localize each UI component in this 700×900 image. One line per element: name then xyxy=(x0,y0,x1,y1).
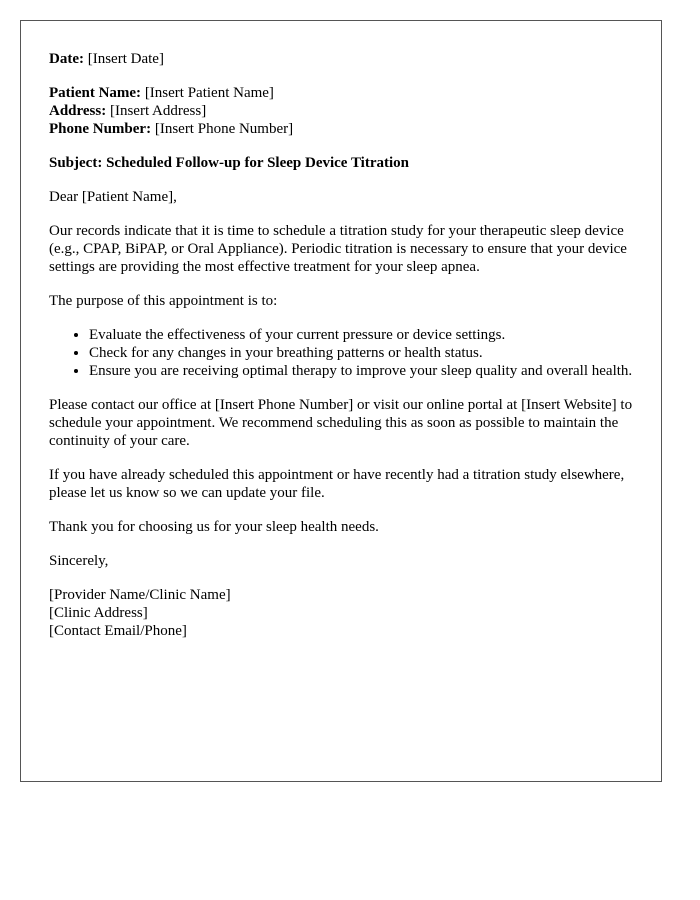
date-value: [Insert Date] xyxy=(87,51,164,67)
phone-value: [Insert Phone Number] xyxy=(154,121,294,137)
patient-info xyxy=(49,84,633,138)
signature-address: [Clinic Address] xyxy=(49,605,148,621)
purpose-intro: The purpose of this appointment is to: xyxy=(49,293,278,309)
thanks-paragraph: Thank you for choosing us for your sleep health needs. xyxy=(49,519,379,535)
contact-paragraph: Please contact our office at [Insert Phone Number] or visit our online portal at [Insert Website] to schedule your appointment. We recommend scheduling this as soon as possible to maintain the continuity of your care. xyxy=(49,397,633,449)
address-value: [Insert Address] xyxy=(109,103,207,119)
phone-line xyxy=(49,120,633,138)
salutation: Dear [Patient Name], xyxy=(49,189,177,205)
already-scheduled-paragraph: If you have already scheduled this appointment or have recently had a titration study elsewhere, please let us know so we can update your file. xyxy=(49,467,625,501)
patient-name-line xyxy=(49,84,633,102)
signature-block xyxy=(49,586,633,640)
date-label: Date: xyxy=(49,51,84,67)
phone-label: Phone Number: xyxy=(49,121,152,137)
purpose-list xyxy=(49,326,633,380)
intro-paragraph: Our records indicate that it is time to schedule a titration study for your therapeutic sleep device (e.g., CPAP, BiPAP, or Oral Appliance). Periodic titration is necessary to ensure that your device settings are providing the most effective treatment for your sleep apnea. xyxy=(49,223,627,275)
closing: Sincerely, xyxy=(49,553,109,569)
list-item: • Evaluate the effectiveness of your current pressure or device settings. xyxy=(89,326,633,344)
date-line xyxy=(49,50,633,68)
signature-provider: [Provider Name/Clinic Name] xyxy=(49,587,231,603)
address-line xyxy=(49,102,633,120)
address-label: Address: xyxy=(49,103,107,119)
signature-contact: [Contact Email/Phone] xyxy=(49,623,187,639)
list-item: • Ensure you are receiving optimal therapy to improve your sleep quality and overall health. xyxy=(89,362,633,380)
subject-line: Subject: Scheduled Follow-up for Sleep Device Titration xyxy=(49,155,409,171)
patient-name-value: [Insert Patient Name] xyxy=(144,85,274,101)
patient-name-label: Patient Name: xyxy=(49,85,142,101)
letter-container xyxy=(20,20,662,782)
list-item: • Check for any changes in your breathing patterns or health status. xyxy=(89,344,633,362)
